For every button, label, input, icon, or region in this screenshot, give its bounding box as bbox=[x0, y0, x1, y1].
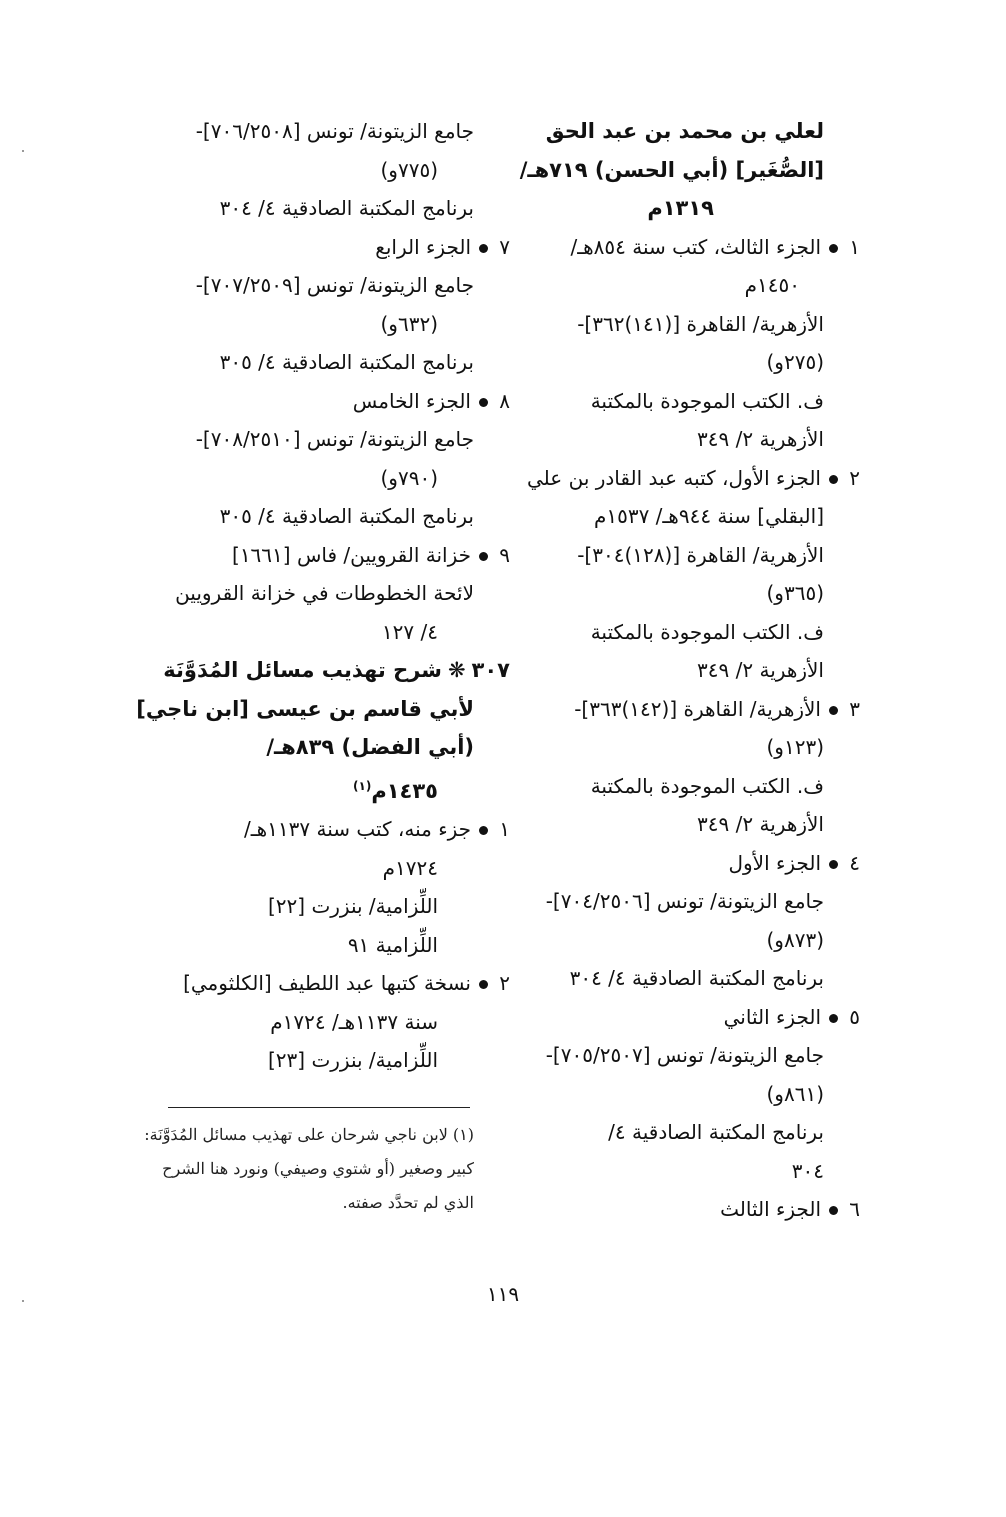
item-line: جامع الزيتونة/ تونس [٧٠٤/٢٥٠٦]- bbox=[545, 889, 824, 913]
item-text: الجزء الثاني bbox=[723, 1004, 821, 1029]
item-number: ١ bbox=[849, 234, 860, 259]
left-column bbox=[129, 112, 510, 1080]
item-line: جامع الزيتونة/ تونس [٧٠٦/٢٥٠٨]- bbox=[195, 119, 474, 143]
entry-number: ٣٠٧ bbox=[471, 658, 510, 682]
list-item bbox=[524, 1190, 860, 1229]
list-item bbox=[129, 810, 510, 849]
item-number: ٢ bbox=[499, 971, 510, 995]
entry-author-line bbox=[524, 112, 824, 151]
item-line: برنامج المكتبة الصادقية ٤/ ٣٠٤ bbox=[219, 196, 474, 220]
bullet-icon bbox=[829, 860, 838, 869]
entry-author-text: لعلي بن محمد بن عبد الحق bbox=[545, 119, 824, 143]
bullet-icon bbox=[829, 244, 838, 253]
star-icon: ❋ bbox=[447, 658, 466, 682]
item-line: (١٢٣و) bbox=[766, 735, 824, 759]
item-number: ٨ bbox=[499, 388, 510, 413]
entry-date: ١٤٣٥م bbox=[371, 778, 438, 803]
item-line: برنامج المكتبة الصادقية ٤/ ٣٠٤ bbox=[569, 966, 824, 990]
item-number: ٦ bbox=[849, 1197, 860, 1221]
item-line: (٣٦٥و) bbox=[766, 581, 824, 605]
item-line: (٧٧٥و) bbox=[380, 157, 438, 182]
item-number: ٤ bbox=[849, 850, 860, 875]
bullet-icon bbox=[479, 552, 488, 561]
item-line: (٨٧٣و) bbox=[766, 927, 824, 952]
right-column bbox=[519, 112, 860, 1229]
item-line: اللِّزامية/ بنزرت [٢٣] bbox=[267, 1048, 438, 1072]
bullet-icon bbox=[479, 244, 488, 253]
item-line: جامع الزيتونة/ تونس [٧٠٥/٢٥٠٧]- bbox=[545, 1043, 824, 1067]
bullet-icon bbox=[829, 1014, 838, 1023]
item-line: جامع الزيتونة/ تونس [٧٠٧/٢٥٠٩]- bbox=[195, 273, 474, 297]
item-text: نسخة كتبها عبد اللطيف [الكلثومي] bbox=[183, 971, 471, 995]
item-line: لائحة الخطوطات في خزانة القرويين bbox=[175, 581, 474, 605]
list-item bbox=[129, 536, 510, 575]
footnote-line: (١) لابن ناجي شرحان على تهذيب مسائل المُدَوَّنَة: bbox=[144, 1125, 474, 1144]
entry-date-line: ١٣١٩م bbox=[647, 196, 714, 220]
entry-kunya-line bbox=[129, 728, 474, 767]
item-line: الأزهرية ٢/ ٣٤٩ bbox=[697, 658, 824, 682]
item-line: الأزهرية/ القاهرة [(١٢٨)٣٠٤]- bbox=[577, 542, 824, 567]
footnote-divider bbox=[168, 1107, 470, 1108]
entry-author-line: لأبي قاسم بن عيسى [ابن ناجي] bbox=[136, 696, 474, 721]
item-line: اللِّزامية ٩١ bbox=[347, 932, 438, 957]
item-line: ٤/ ١٢٧ bbox=[381, 619, 438, 644]
bullet-icon bbox=[829, 475, 838, 484]
item-text: الجزء الثالث، كتب سنة ٨٥٤هـ/ bbox=[570, 234, 821, 259]
item-text: الجزء الثالث bbox=[720, 1197, 821, 1221]
footnote-line: الذي لم تحدَّد صفته. bbox=[342, 1193, 474, 1212]
item-text: الجزء الأول، كتبه عبد القادر بن علي bbox=[527, 465, 821, 490]
item-line: ١٤٥٠م bbox=[744, 273, 800, 297]
list-item bbox=[524, 228, 860, 267]
item-number: ٣ bbox=[849, 696, 860, 721]
item-line: (٦٣٢و) bbox=[380, 311, 438, 336]
item-number: ١ bbox=[499, 817, 510, 841]
list-item bbox=[524, 844, 860, 883]
item-line: ف. الكتب الموجودة بالمكتبة bbox=[590, 773, 824, 798]
list-item bbox=[524, 459, 860, 498]
footnote bbox=[134, 1118, 474, 1220]
item-line: جامع الزيتونة/ تونس [٧٠٨/٢٥١٠]- bbox=[195, 427, 474, 451]
item-number: ٧ bbox=[499, 234, 510, 259]
item-text: الأزهرية/ القاهرة [(١٤٢)٣٦٣]- bbox=[574, 696, 821, 721]
item-line: الأزهرية/ القاهرة [(١٤١)٣٦٢]- bbox=[577, 311, 824, 336]
item-line: ١٧٢٤م bbox=[382, 855, 438, 880]
item-line: برنامج المكتبة الصادقية ٤/ ٣٠٥ bbox=[219, 504, 474, 528]
entry-author-name-text: [الصُّغَير] (أبي الحسن) ٧١٩هـ/ bbox=[519, 157, 824, 182]
item-line: اللِّزامية/ بنزرت [٢٢] bbox=[267, 894, 438, 918]
bullet-icon bbox=[479, 826, 488, 835]
bullet-icon bbox=[829, 706, 838, 715]
item-number: ٢ bbox=[849, 465, 860, 490]
item-line: ٣٠٤ bbox=[791, 1158, 824, 1183]
list-item bbox=[524, 998, 860, 1037]
page-number: ١١٩ bbox=[486, 1282, 520, 1306]
item-line: ف. الكتب الموجودة بالمكتبة bbox=[590, 388, 824, 413]
item-line: (٨٦١و) bbox=[766, 1081, 824, 1106]
item-line: برنامج المكتبة الصادقية ٤/ ٣٠٥ bbox=[219, 350, 474, 374]
item-line: ف. الكتب الموجودة بالمكتبة bbox=[590, 619, 824, 644]
item-text: الجزء الأول bbox=[728, 850, 821, 875]
list-item bbox=[129, 964, 510, 1003]
scan-speck bbox=[22, 1300, 24, 1302]
item-line: (٢٧٥و) bbox=[766, 350, 824, 374]
entry-kunya-text: (أبي الفضل) ٨٣٩هـ/ bbox=[266, 735, 474, 759]
item-line: [البقلي] سنة ٩٤٤هـ/ ١٥٣٧م bbox=[593, 504, 824, 528]
scan-speck bbox=[22, 150, 24, 152]
item-line: سنة ١١٣٧هـ/ ١٧٢٤م bbox=[270, 1009, 438, 1034]
item-line: الأزهرية ٢/ ٣٤٩ bbox=[697, 427, 824, 451]
item-text: خزانة القرويين/ فاس [١٦٦١] bbox=[232, 542, 471, 567]
item-line: (٧٩٠و) bbox=[380, 465, 438, 490]
item-number: ٩ bbox=[499, 542, 510, 567]
item-text: الجزء الخامس bbox=[352, 388, 471, 413]
entry-title: شرح تهذيب مسائل المُدَوَّنَة bbox=[163, 658, 442, 682]
list-item bbox=[129, 382, 510, 421]
item-line: الأزهرية ٢/ ٣٤٩ bbox=[697, 812, 824, 836]
list-item bbox=[524, 690, 860, 729]
item-text: جزء منه، كتب سنة ١١٣٧هـ/ bbox=[244, 817, 471, 841]
entry-author-name-line bbox=[519, 151, 824, 190]
item-number: ٥ bbox=[849, 1004, 860, 1029]
entry-date-line bbox=[129, 767, 474, 811]
entry-title-line bbox=[129, 651, 510, 690]
list-item bbox=[129, 228, 510, 267]
item-line: برنامج المكتبة الصادقية ٤/ bbox=[608, 1120, 824, 1144]
footnote-line: كبير وصغير (أو شتوي وصيفي) ونورد هنا الشرح bbox=[162, 1159, 474, 1178]
bullet-icon bbox=[479, 980, 488, 989]
footnote-ref[interactable]: (١) bbox=[353, 778, 372, 793]
bullet-icon bbox=[479, 398, 488, 407]
item-text: الجزء الرابع bbox=[375, 234, 471, 259]
bullet-icon bbox=[829, 1206, 838, 1215]
